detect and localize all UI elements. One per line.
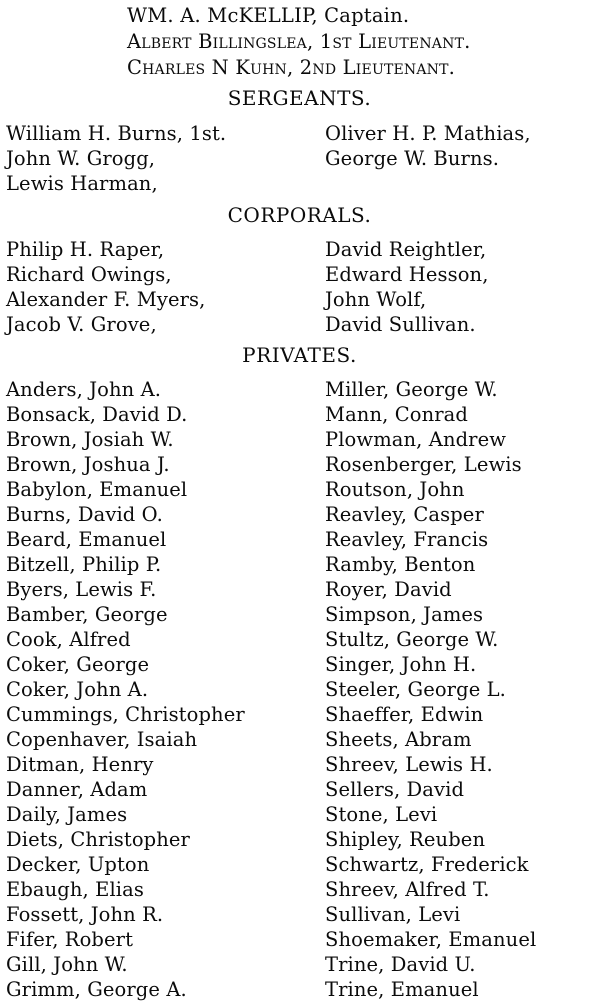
private-name: Plowman, Andrew	[325, 428, 507, 451]
private-name: Sullivan, Levi	[325, 903, 461, 926]
private-name: Fossett, John R.	[6, 903, 164, 926]
private-name: Singer, John H.	[325, 653, 477, 676]
sergeants-heading: SERGEANTS.	[227, 86, 372, 110]
corporal-name: John Wolf,	[325, 288, 427, 311]
private-name: Brown, Joshua J.	[6, 453, 170, 476]
privates-heading: PRIVATES.	[242, 343, 357, 367]
sergeant-name: William H. Burns, 1st.	[6, 122, 227, 145]
private-name: Cook, Alfred	[6, 628, 131, 651]
private-name: Diets, Christopher	[6, 828, 190, 851]
officer-rank: , 2nd Lieutenant.	[286, 56, 456, 79]
private-name: Sellers, David	[325, 778, 465, 801]
private-name: Decker, Upton	[6, 853, 150, 876]
corporal-name: Edward Hesson,	[325, 263, 489, 286]
private-name: Shipley, Reuben	[325, 828, 486, 851]
private-name: Ditman, Henry	[6, 753, 154, 776]
private-name: Coker, John A.	[6, 678, 149, 701]
corporal-name: Richard Owings,	[6, 263, 172, 286]
private-name: Ebaugh, Elias	[6, 878, 144, 901]
officer-second-lieutenant	[127, 56, 455, 80]
private-name: Reavley, Casper	[325, 503, 484, 526]
private-name: Schwartz, Frederick	[325, 853, 529, 876]
private-name: Burns, David O.	[6, 503, 163, 526]
sergeant-name: John W. Grogg,	[6, 147, 156, 170]
officer-rank: , Captain.	[311, 4, 410, 27]
officer-name: Albert Billingslea	[127, 30, 307, 53]
private-name: Stultz, George W.	[325, 628, 499, 651]
private-name: Coker, George	[6, 653, 150, 676]
private-name: Miller, George W.	[325, 378, 498, 401]
private-name: Shoemaker, Emanuel	[325, 928, 537, 951]
officer-captain	[127, 4, 409, 28]
corporals-heading: CORPORALS.	[227, 203, 372, 227]
private-name: Trine, Emanuel	[325, 978, 479, 1001]
private-name: Rosenberger, Lewis	[325, 453, 522, 476]
private-name: Ramby, Benton	[325, 553, 476, 576]
private-name: Copenhaver, Isaiah	[6, 728, 198, 751]
private-name: Royer, David	[325, 578, 452, 601]
corporal-name: David Reightler,	[325, 238, 487, 261]
private-name: Beard, Emanuel	[6, 528, 167, 551]
private-name: Sheets, Abram	[325, 728, 472, 751]
officer-first-lieutenant	[127, 30, 471, 54]
private-name: Byers, Lewis F.	[6, 578, 157, 601]
private-name: Danner, Adam	[6, 778, 148, 801]
sergeant-name: Oliver H. P. Mathias,	[325, 122, 531, 145]
private-name: Mann, Conrad	[325, 403, 468, 426]
private-name: Bamber, George	[6, 603, 168, 626]
private-name: Stone, Levi	[325, 803, 438, 826]
corporal-name: David Sullivan.	[325, 313, 476, 336]
private-name: Brown, Josiah W.	[6, 428, 174, 451]
officer-name: Charles N Kuhn	[127, 56, 287, 79]
sergeant-name: George W. Burns.	[325, 147, 500, 170]
private-name: Fifer, Robert	[6, 928, 134, 951]
private-name: Gill, John W.	[6, 953, 128, 976]
private-name: Daily, James	[6, 803, 128, 826]
private-name: Bitzell, Philip P.	[6, 553, 162, 576]
private-name: Simpson, James	[325, 603, 484, 626]
private-name: Cummings, Christopher	[6, 703, 245, 726]
corporal-name: Philip H. Raper,	[6, 238, 165, 261]
private-name: Shreev, Lewis H.	[325, 753, 493, 776]
private-name: Bonsack, David D.	[6, 403, 188, 426]
sergeant-name: Lewis Harman,	[6, 172, 158, 195]
private-name: Reavley, Francis	[325, 528, 489, 551]
private-name: Grimm, George A.	[6, 978, 187, 1001]
corporal-name: Alexander F. Myers,	[6, 288, 206, 311]
officer-rank: , 1st Lieutenant.	[306, 30, 471, 53]
private-name: Babylon, Emanuel	[6, 478, 188, 501]
private-name: Trine, David U.	[325, 953, 476, 976]
private-name: Routson, John	[325, 478, 465, 501]
private-name: Anders, John A.	[6, 378, 162, 401]
officer-name: WM. A. McKELLIP	[127, 4, 312, 27]
corporal-name: Jacob V. Grove,	[6, 313, 157, 336]
private-name: Shreev, Alfred T.	[325, 878, 490, 901]
private-name: Shaeffer, Edwin	[325, 703, 484, 726]
private-name: Steeler, George L.	[325, 678, 506, 701]
